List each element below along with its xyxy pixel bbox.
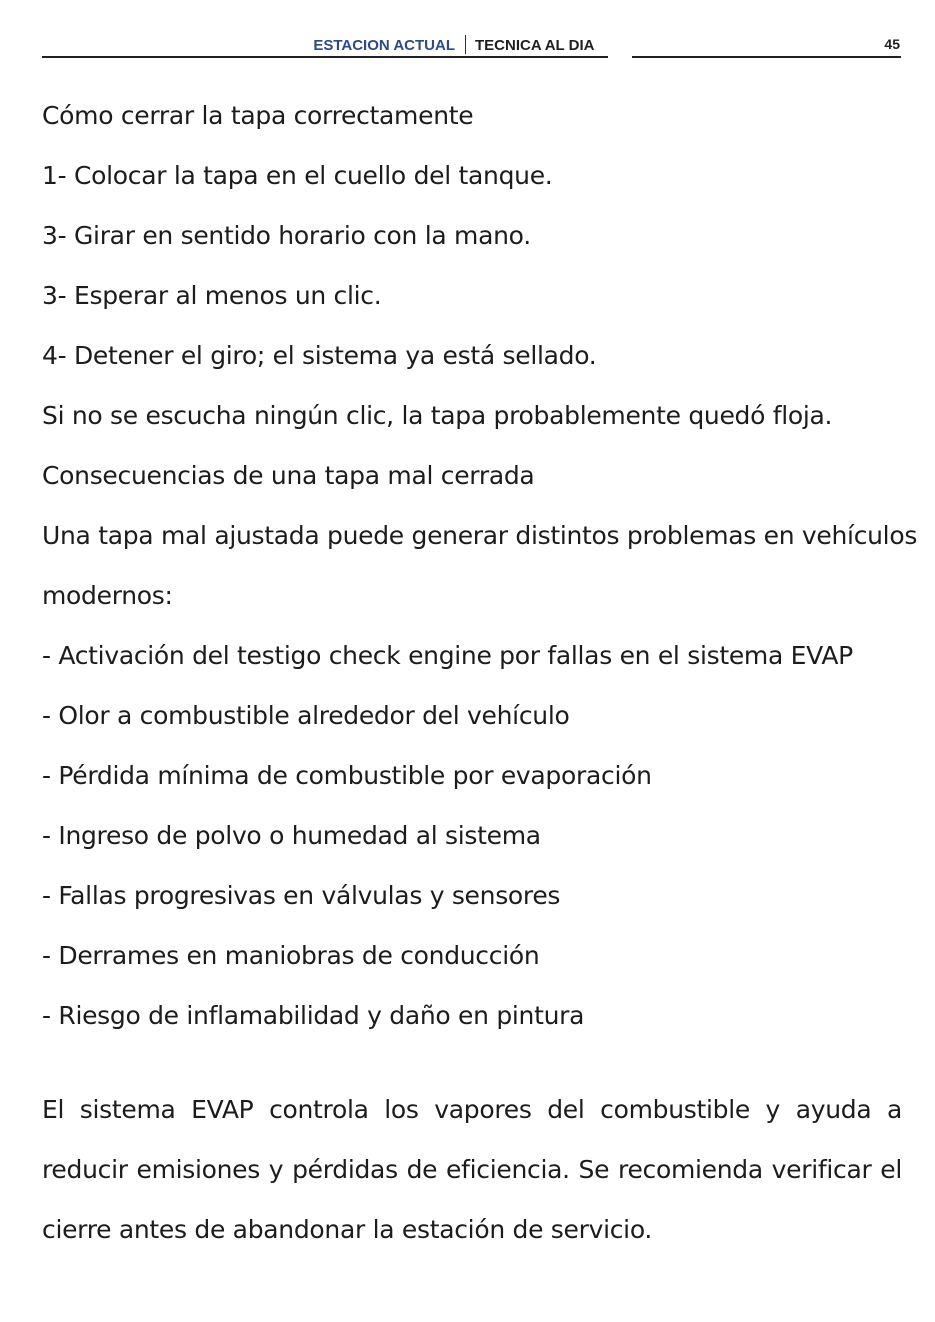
section-label: ESTACION ACTUAL bbox=[313, 37, 455, 54]
consequence-item: - Pérdida mínima de combustible por evaporación bbox=[42, 761, 652, 790]
header-rule-right bbox=[632, 56, 901, 58]
consequence-item: - Olor a combustible alrededor del vehículo bbox=[42, 701, 570, 730]
step-item: 1- Colocar la tapa en el cuello del tanque. bbox=[42, 161, 553, 190]
closing-paragraph: El sistema EVAP controla los vapores del combustible y ayuda a reducir emisiones y pérdidas de eficiencia. Se recomienda verificar el cierre antes de abandonar la estación de servicio. bbox=[42, 1095, 902, 1244]
consequence-item: - Derrames en maniobras de conducción bbox=[42, 941, 540, 970]
step-item: 4- Detener el giro; el sistema ya está sellado. bbox=[42, 341, 597, 370]
subsection-label: TECNICA AL DIA bbox=[475, 37, 595, 54]
heading-consequences: Consecuencias de una tapa mal cerrada bbox=[42, 461, 535, 490]
article-body bbox=[42, 86, 918, 1260]
intro-text: Una tapa mal ajustada puede generar distintos problemas en vehículos bbox=[42, 521, 918, 550]
header-divider bbox=[465, 35, 466, 54]
step-item: 3- Esperar al menos un clic. bbox=[42, 281, 382, 310]
consequence-item: - Riesgo de inflamabilidad y daño en pintura bbox=[42, 1001, 585, 1030]
page-number: 45 bbox=[884, 36, 900, 52]
step-item: 3- Girar en sentido horario con la mano. bbox=[42, 221, 531, 250]
consequence-item: - Ingreso de polvo o humedad al sistema bbox=[42, 821, 541, 850]
heading-close-cap: Cómo cerrar la tapa correctamente bbox=[42, 101, 474, 130]
header-rule-left bbox=[42, 56, 608, 58]
intro-text-continued: modernos: bbox=[42, 581, 173, 610]
consequence-item: - Activación del testigo check engine por fallas en el sistema EVAP bbox=[42, 641, 853, 670]
page-header bbox=[0, 0, 935, 70]
consequence-item: - Fallas progresivas en válvulas y sensores bbox=[42, 881, 561, 910]
click-note: Si no se escucha ningún clic, la tapa probablemente quedó floja. bbox=[42, 401, 833, 430]
